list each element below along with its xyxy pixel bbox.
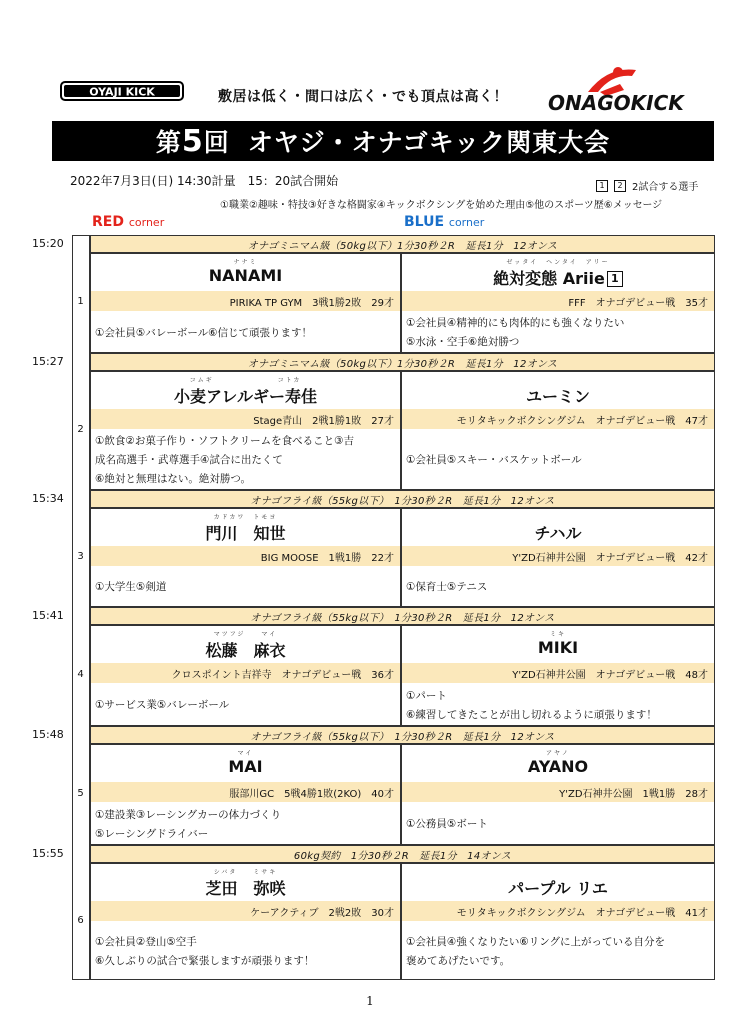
bout-number: 1 <box>77 296 84 307</box>
profile-line: 成名高選手・武尊選手④試合に出たくて <box>95 454 283 466</box>
profile-line: ⑥久しぶりの試合で緊張しますが頑張ります！ <box>95 954 315 967</box>
red-fighter-gym-record: クロスポイント吉祥寺 オナゴデビュー戦 36才 <box>91 663 400 683</box>
red-fighter-gym-record: 服部川GC 5戦4勝1敗(2KO) 40才 <box>91 782 400 802</box>
profile-line: ①会社員⑤バレーボール⑥信じて頑張ります！ <box>95 326 313 339</box>
profile-line: ⑤水泳・空手⑥絶対勝つ <box>406 336 520 348</box>
profile-line: ⑥絶対と無理はない。絶対勝つ。 <box>95 473 251 485</box>
red-fighter-gym-record: BIG MOOSE 1戦1勝 22才 <box>91 546 400 566</box>
legend-label: 2試合する選手 <box>632 182 699 193</box>
blue-fighter-name-text: AYANO <box>527 757 589 776</box>
profile-line: 褒めてあげたいです。 <box>406 954 511 967</box>
red-fighter-profile <box>95 432 396 489</box>
tagline: 敷居は低く・間口は広く・でも頂点は高く！ <box>218 89 508 105</box>
red-fighter-ruby: ナナミ <box>233 259 258 266</box>
profile-line: ①大学生⑤剣道 <box>95 581 167 593</box>
profile-line: ①会社員②登山⑤空手 <box>95 935 197 948</box>
blue-fighter-cell <box>401 253 715 353</box>
profile-line: ⑤レーシングドライバー <box>95 827 209 840</box>
bout-number: 6 <box>77 914 84 926</box>
blue-fighter-name-text: 絶対変態 Ariie <box>493 269 605 288</box>
logo-left-text: OYAJI KICK <box>89 85 155 99</box>
blue-fighter-gym-record: Y'ZD石神井公園 オナゴデビュー戦 48才 <box>402 663 714 683</box>
blue-fighter-gym-record: Y'ZD石神井公園 1戦1勝 28才 <box>402 782 714 802</box>
weight-class-bar: オナゴミニマム級（50kg以下）1分30秒２R 延長1分 12オンス <box>90 353 715 371</box>
red-fighter-gym-record: ケーアクティブ 2戦2敗 30才 <box>91 901 400 921</box>
blue-fighter-cell <box>401 625 715 726</box>
red-fighter-name-text: MAI <box>228 757 263 776</box>
profile-line: ①飲食②お菓子作り・ソフトクリームを食べること③吉 <box>95 435 355 447</box>
red-fighter-profile <box>95 806 396 844</box>
blue-fighter-profile <box>406 933 710 971</box>
red-fighter-name <box>91 638 400 661</box>
blue-fighter-name-text: ユーミン <box>525 387 590 406</box>
red-fighter-cell <box>90 863 401 980</box>
blue-fighter-name <box>402 266 714 289</box>
bout-number-column <box>72 235 90 980</box>
blue-fighter-cell <box>401 508 715 607</box>
blue-corner-label: BLUE corner <box>404 214 485 230</box>
red-fighter-profile <box>95 696 396 715</box>
title-main: オヤジ・オナゴキック関東大会 <box>247 128 611 157</box>
weight-class-bar: 60kg契約 1分30秒２R 延長1分 14オンス <box>90 845 715 863</box>
legend-box-2: 2 <box>614 180 626 192</box>
red-fighter-name <box>91 384 400 407</box>
bout-time: 15:41 <box>32 609 64 622</box>
blue-fighter-name <box>402 384 714 407</box>
blue-fighter-gym-record: Y'ZD石神井公園 オナゴデビュー戦 42才 <box>402 546 714 566</box>
red-fighter-profile <box>95 578 396 597</box>
profile-line: ①保育士⑤テニス <box>406 581 488 593</box>
red-fighter-name <box>91 266 400 285</box>
red-fighter-name-text: 門川 知世 <box>205 524 286 543</box>
weight-class-bar: オナゴフライ級（55kg以下） 1分30秒２R 延長1分 12オンス <box>90 607 715 625</box>
bout-time: 15:20 <box>32 237 64 250</box>
profile-line: ①パート <box>406 689 447 702</box>
blue-fighter-cell <box>401 371 715 490</box>
blue-fighter-name-text: パープル リエ <box>508 879 608 898</box>
bout-time: 15:27 <box>32 355 64 368</box>
bout-number: 2 <box>77 423 84 435</box>
profile-line: ①会社員④強くなりたい⑥リングに上がっている自分を <box>406 935 666 948</box>
profile-line: ⑥練習してきたことが出し切れるように頑張ります！ <box>406 708 657 721</box>
page-number: 1 <box>366 994 374 1008</box>
red-fighter-profile <box>95 324 396 343</box>
blue-fighter-profile <box>406 815 710 834</box>
blue-fighter-gym-record: FFF オナゴデビュー戦 35才 <box>402 291 714 311</box>
red-fighter-name-text: NANAMI <box>208 266 283 285</box>
red-fighter-ruby: シバタ ミサキ <box>213 869 278 876</box>
red-fighter-ruby: コムギ コトカ <box>189 377 302 384</box>
red-fighter-ruby: マイ <box>237 750 254 757</box>
blue-fighter-ruby: ゼッタイ ヘンタイ アリー <box>506 259 610 266</box>
blue-fighter-gym-record: モリタキックボクシングジム オナゴデビュー戦 41才 <box>402 901 714 921</box>
blue-fighter-name <box>402 757 714 776</box>
bout-time: 15:34 <box>32 492 64 505</box>
red-fighter-name <box>91 521 400 544</box>
profile-legend: ①職業②趣味・特技③好きな格闘家④キックボクシングを始めた理由⑤他のスポーツ歴⑥メッセージ <box>220 200 663 211</box>
blue-fighter-cell <box>401 744 715 845</box>
bout-number: 5 <box>77 787 84 799</box>
title-number: 5 <box>181 123 204 159</box>
double-bout-marker: 1 <box>607 271 623 287</box>
bout-time: 15:48 <box>32 728 64 741</box>
blue-fighter-profile <box>406 687 710 725</box>
red-fighter-name-text: 小麦アレルギー寿佳 <box>174 387 317 406</box>
red-fighter-name <box>91 876 400 899</box>
bout-number: 4 <box>77 668 84 680</box>
legend-box-1: 1 <box>596 180 608 192</box>
logo-right-text: ONAGOKICK <box>548 91 684 114</box>
red-fighter-gym-record: Stage青山 2戦1勝1敗 27才 <box>91 409 400 429</box>
red-fighter-cell <box>90 744 401 845</box>
red-corner-label: RED corner <box>92 214 165 230</box>
blue-fighter-name-text: MIKI <box>537 638 579 657</box>
blue-fighter-profile <box>406 314 710 352</box>
weight-class-bar: オナゴフライ級（55kg以下） 1分30秒２R 延長1分 12オンス <box>90 726 715 744</box>
profile-line: ①会社員④精神的にも肉体的にも強くなりたい <box>406 317 625 329</box>
weight-class-bar: オナゴフライ級（55kg以下） 1分30秒２R 延長1分 12オンス <box>90 490 715 508</box>
blue-fighter-ruby: アヤノ <box>546 750 570 757</box>
red-fighter-ruby: マツフジ マイ <box>213 631 278 638</box>
bout-time: 15:55 <box>32 847 64 860</box>
red-fighter-name-text: 芝田 弥咲 <box>205 879 286 898</box>
red-fighter-cell <box>90 253 401 353</box>
blue-fighter-name <box>402 521 714 544</box>
blue-fighter-cell <box>401 863 715 980</box>
red-fighter-cell <box>90 508 401 607</box>
red-fighter-profile <box>95 933 396 971</box>
red-fighter-name <box>91 757 400 776</box>
time-column-line <box>72 235 73 980</box>
blue-fighter-ruby: ミキ <box>549 631 566 638</box>
red-fighter-ruby: カドカワ トモヨ <box>213 514 278 521</box>
profile-line: ①サービス業⑤バレーボール <box>95 699 230 711</box>
profile-line: ①会社員⑤スキー・バスケットボール <box>406 454 582 466</box>
event-datetime: 2022年7月3日(日) 14:30計量 15：20試合開始 <box>70 174 339 188</box>
blue-fighter-name <box>402 638 714 657</box>
red-fighter-cell <box>90 625 401 726</box>
blue-fighter-name-text: チハル <box>534 524 582 543</box>
profile-line: ①建設業③レーシングカーの体力づくり <box>95 808 282 821</box>
red-fighter-name-text: 松藤 麻衣 <box>205 641 286 660</box>
title-count: 回 <box>203 128 230 157</box>
blue-fighter-name <box>402 876 714 899</box>
red-fighter-gym-record: PIRIKA TP GYM 3戦1勝2敗 29才 <box>91 291 400 311</box>
blue-fighter-profile <box>406 578 710 597</box>
title-prefix: 第 <box>155 128 182 157</box>
weight-class-bar: オナゴミニマム級（50kg以下）1分30秒２R 延長1分 12オンス <box>90 235 715 253</box>
blue-fighter-profile <box>406 451 710 470</box>
blue-fighter-gym-record: モリタキックボクシングジム オナゴデビュー戦 47才 <box>402 409 714 429</box>
bout-number: 3 <box>77 550 84 562</box>
profile-line: ①公務員⑤ボート <box>406 818 488 830</box>
red-fighter-cell <box>90 371 401 490</box>
